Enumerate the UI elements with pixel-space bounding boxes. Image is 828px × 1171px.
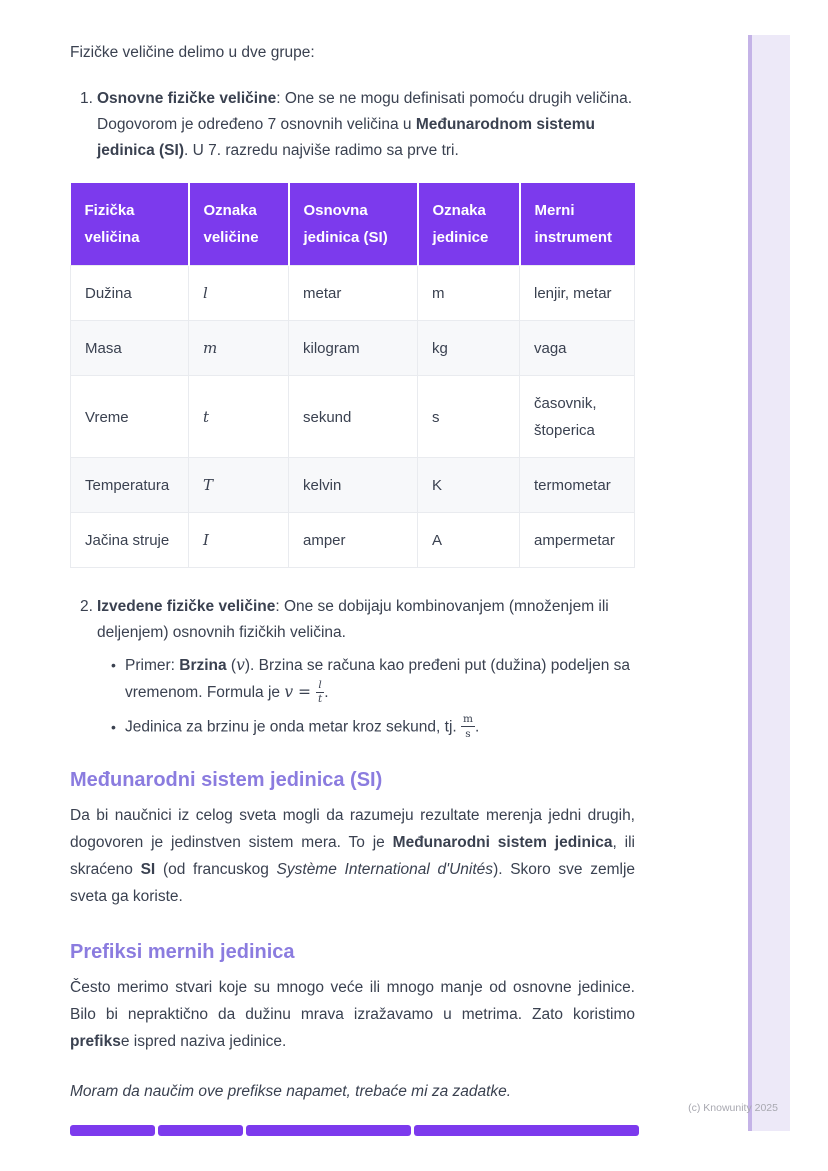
section-paragraph-prefiksi — [70, 974, 635, 1055]
cell-unit: kelvin — [289, 458, 418, 513]
intro-paragraph: Fizičke veličine delimo u dve grupe: — [70, 44, 315, 61]
cell-unit-symbol: A — [418, 513, 520, 568]
list-item-1-number: 1. — [80, 90, 93, 107]
table-header-row — [71, 183, 635, 266]
table-row — [71, 321, 635, 376]
cell-unit: amper — [289, 513, 418, 568]
list-item-2-text — [97, 594, 635, 646]
cell-symbol: l — [189, 266, 289, 321]
bullet-item-primer — [70, 652, 635, 706]
table-header-segment — [414, 1125, 639, 1136]
section-heading-prefiksi: Prefiksi mernih jedinica — [70, 941, 295, 964]
table-row — [71, 376, 635, 458]
bold-text: Osnovne fizičke veličine — [97, 90, 277, 107]
physical-quantities-table — [70, 183, 635, 568]
cell-unit-symbol: kg — [418, 321, 520, 376]
bold-text: prefiks — [70, 1033, 121, 1051]
bold-text: Međunarodni sistem jedinica — [392, 834, 613, 852]
table-header-segment — [246, 1125, 411, 1136]
plain-text: ). Skoro sve zemlje sveta ga koriste. — [70, 861, 636, 906]
plain-text: . U 7. razredu najviše radimo sa prve tri. — [184, 142, 459, 159]
plain-text: Primer: — [125, 657, 180, 674]
cell-instrument: termometar — [520, 458, 635, 513]
plain-text: e ispred naziva jedinice. — [120, 1033, 287, 1051]
table-header-segment — [70, 1125, 155, 1136]
document-content — [70, 0, 635, 1105]
table-row — [71, 266, 635, 321]
header-fizicka-velicina: Fizička veličina — [71, 183, 189, 266]
bullet-item-jedinica — [70, 714, 635, 740]
plain-text: Da bi naučnici iz celog sveta mogli da razumeju rezultate merenja jedni drugih, dogovoren je jedinstven sistem mera. To je — [70, 807, 635, 852]
cell-unit-symbol: K — [418, 458, 520, 513]
cell-symbol: t — [189, 376, 289, 458]
math-equals: = — [293, 683, 316, 701]
personal-note: Moram da naučim ove prefikse napamet, trebaće mi za zadatke. — [70, 1083, 512, 1101]
cell-unit: kilogram — [289, 321, 418, 376]
italic-text: Système International d'Unités — [276, 861, 494, 879]
plain-text: , ili skraćeno — [70, 834, 635, 879]
plain-text: Često merimo stvari koje su mnogo veće ili mnogo manje od osnovne jedinice. Bilo bi nepraktično da dužinu mrava izražavamo u metrima. Zato koristimo — [70, 979, 635, 1024]
plain-text: . — [474, 718, 480, 736]
header-oznaka-velicine: Oznaka veličine — [189, 183, 289, 266]
cell-symbol: m — [189, 321, 289, 376]
math-variable: v — [236, 656, 245, 674]
plain-text: ). Brzina se računa kao pređeni put (dužina) podeljen sa vremenom. Formula je — [125, 657, 631, 701]
math-variable: v — [284, 683, 294, 701]
cell-quantity: Temperatura — [71, 458, 189, 513]
fraction-l-over-t: $\frac{l}{t}$ — [317, 678, 323, 706]
cell-unit: sekund — [289, 376, 418, 458]
next-page-edge-strip — [748, 35, 790, 1131]
header-osnovna-jedinica: Osnovna jedinica (SI) — [289, 183, 418, 266]
plain-text: (od francuskog — [155, 861, 277, 879]
header-oznaka-jedinice: Oznaka jedinice — [418, 183, 520, 266]
list-item-2 — [70, 594, 635, 646]
plain-text: : One se dobijaju kombinovanjem (množenjem ili deljenjem) osnovnih fizičkih veličina. — [97, 598, 609, 641]
fraction-m-over-s: $\frac{m}{s}$ — [463, 713, 473, 740]
cell-symbol: I — [189, 513, 289, 568]
next-table-header-partial — [70, 1125, 639, 1136]
table-header-segment — [158, 1125, 243, 1136]
bold-text: Izvedene fizičke veličine — [97, 598, 276, 615]
plain-text: Jedinica za brzinu je onda metar kroz sekund, tj. — [125, 718, 462, 736]
section-heading-si: Međunarodni sistem jedinica (SI) — [70, 769, 383, 792]
cell-instrument: vaga — [520, 321, 635, 376]
copyright-watermark: (c) Knowunity 2025 — [688, 1102, 778, 1114]
cell-instrument: ampermetar — [520, 513, 635, 568]
header-merni-instrument: Merni instrument — [520, 183, 635, 266]
list-item-1 — [70, 86, 635, 164]
table-row — [71, 458, 635, 513]
cell-unit: metar — [289, 266, 418, 321]
list-item-2-number: 2. — [80, 598, 93, 615]
cell-instrument: časovnik, štoperica — [520, 376, 635, 458]
bold-text: SI — [140, 861, 156, 879]
cell-symbol: T — [189, 458, 289, 513]
plain-text: . — [324, 684, 329, 701]
bullet-icon: • — [111, 719, 116, 735]
table-row — [71, 513, 635, 568]
bullet-icon: • — [111, 657, 116, 673]
cell-unit-symbol: s — [418, 376, 520, 458]
bold-text: Brzina — [179, 657, 227, 674]
cell-quantity: Vreme — [71, 376, 189, 458]
plain-text: : One se ne mogu definisati pomoću drugih veličina. Dogovorom je određeno 7 osnovnih veličina u — [97, 90, 633, 133]
bold-text: Međunarodnom sistemu jedinica (SI) — [97, 116, 595, 159]
plain-text: ( — [226, 657, 237, 674]
cell-quantity: Dužina — [71, 266, 189, 321]
cell-quantity: Jačina struje — [71, 513, 189, 568]
cell-quantity: Masa — [71, 321, 189, 376]
cell-unit-symbol: m — [418, 266, 520, 321]
cell-instrument: lenjir, metar — [520, 266, 635, 321]
section-paragraph-si — [70, 802, 635, 910]
list-item-1-text — [97, 86, 635, 164]
